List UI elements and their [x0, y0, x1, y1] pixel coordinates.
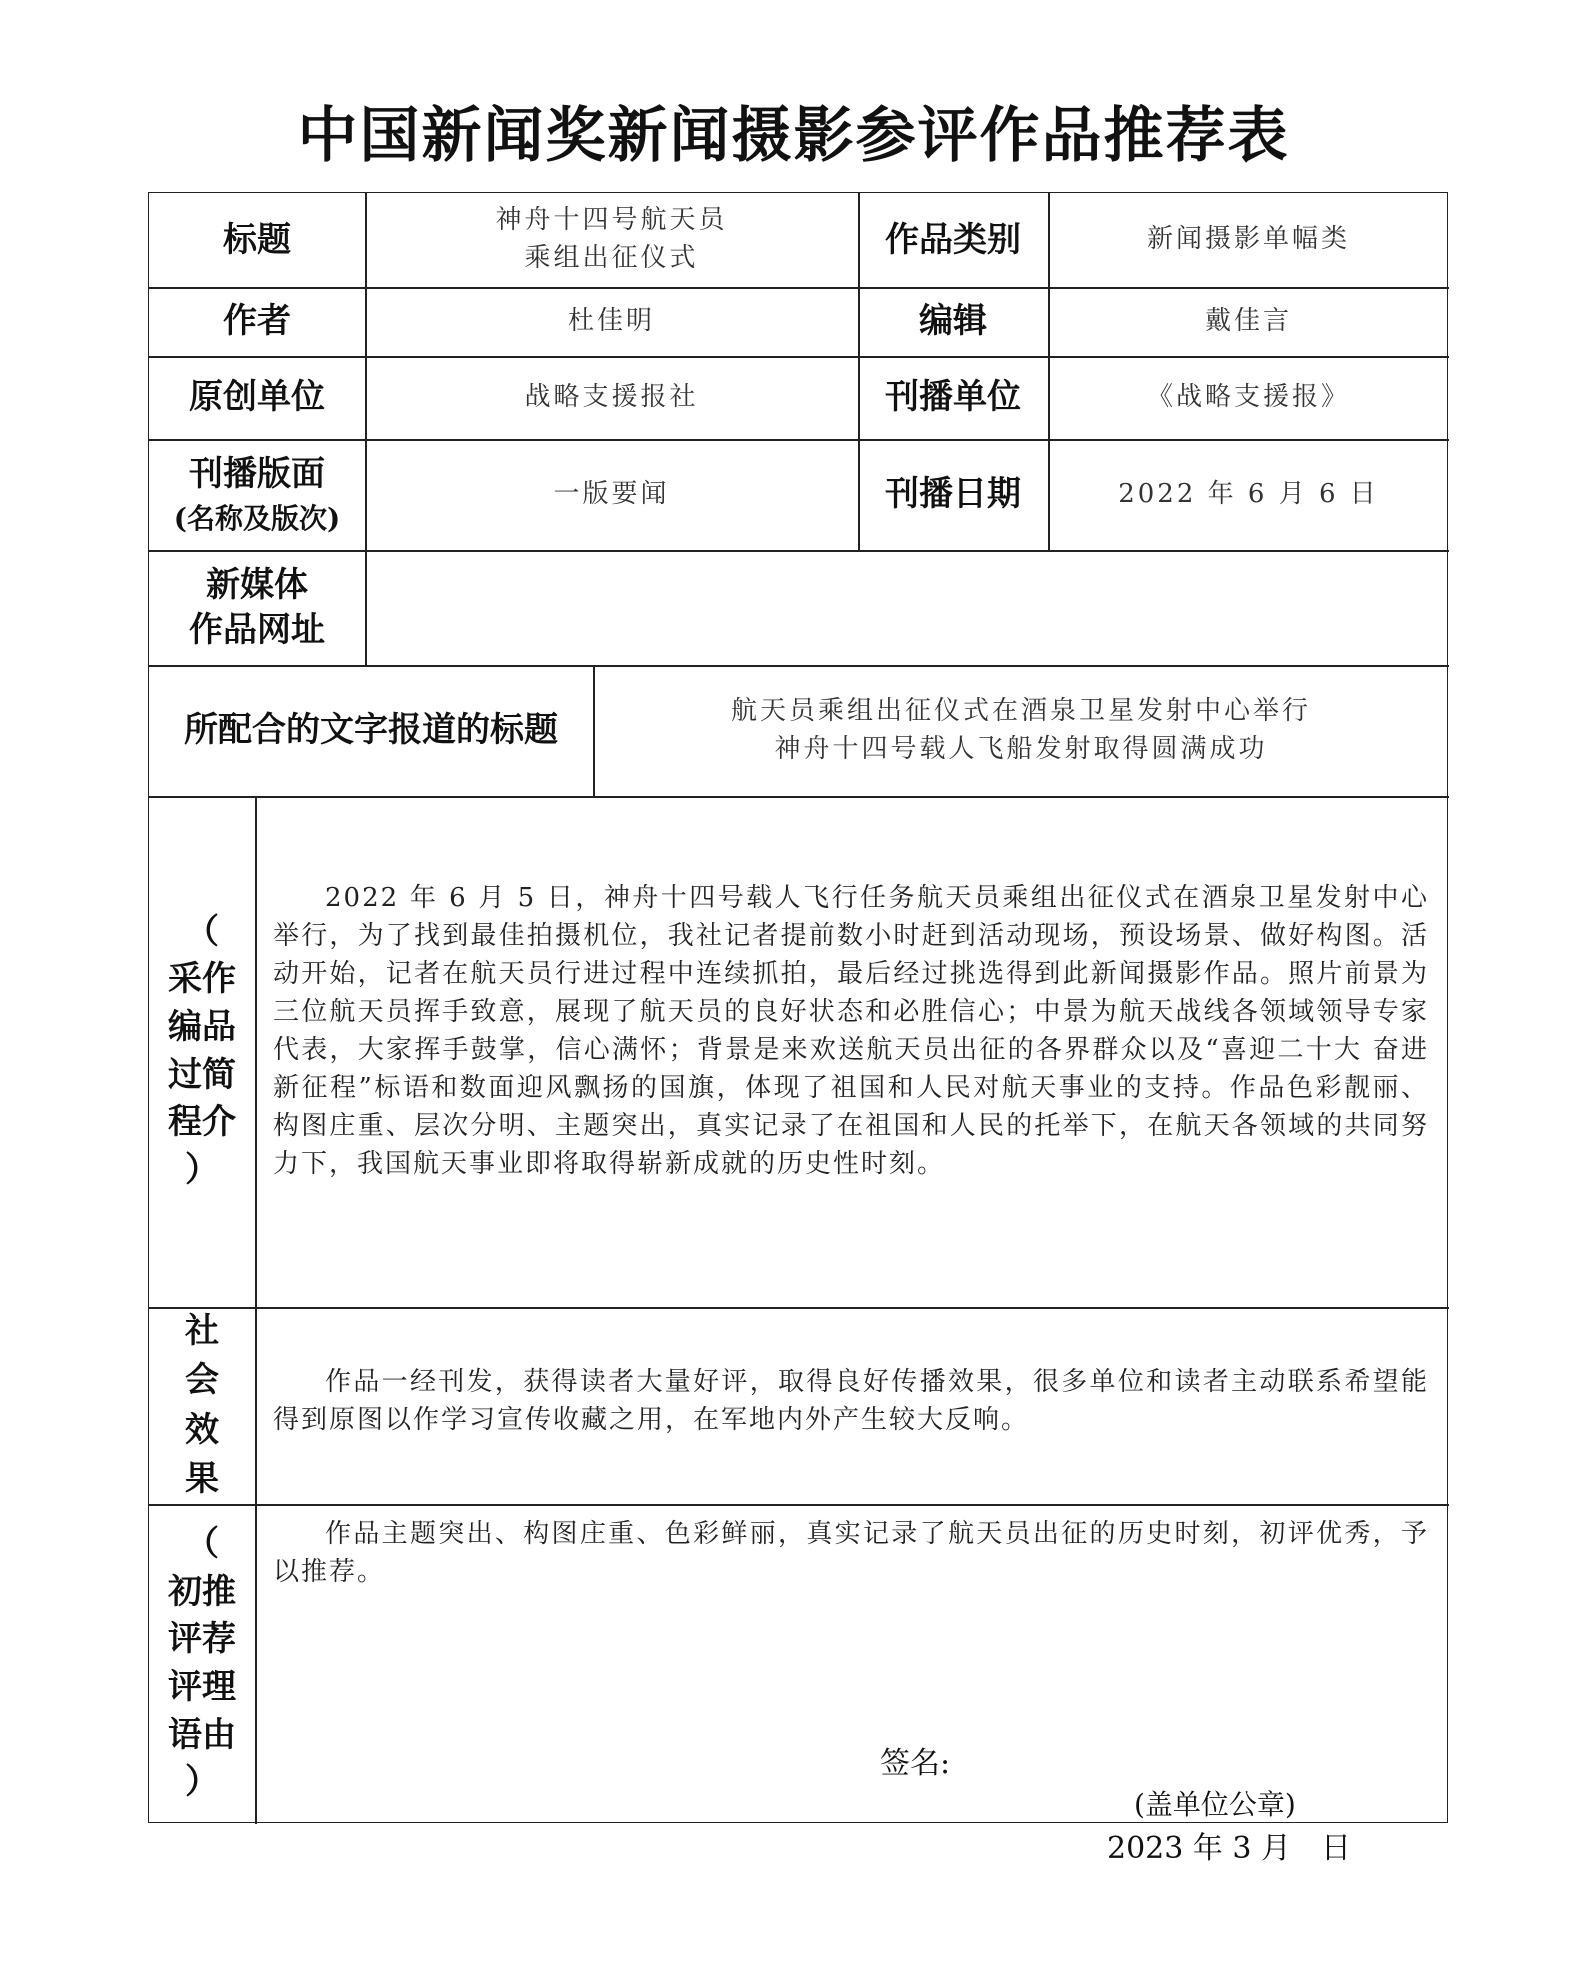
page-section-label-sub: (名称及版次) [173, 501, 341, 535]
process-label-char: 程介 [168, 1102, 236, 1143]
signature-label: 签名: [880, 1746, 951, 1781]
publish-date-value: 2022 年 6 月 6 日 [1118, 478, 1379, 509]
recommendation-form [148, 192, 1448, 1866]
editor-value: 戴佳言 [1204, 305, 1292, 336]
author-label: 作者 [223, 301, 291, 342]
page-section-label [149, 439, 365, 550]
process-text: 2022 年 6 月 5 日，神舟十四号载人飞行任务航天员乘组出征仪式在酒泉卫星发射中心举行，为了找到最佳拍摄机位，我社记者提前数小时赶到活动现场，预设场景、做好构图。活动开始，记者在航天员行进过程中连续抓拍，最后经过挑选得到此新闻摄影作品。照片前景为三位航天员挥手致意，展现了航天员的良好状态和必胜信心；中景为航天战线各领域领导专家代表，大家挥手鼓掌，信心满怀；背景是来欢送航天员出征的各界群众以及“喜迎二十大 奋进新征程”标语和数面迎风飘扬的国旗，体现了祖国和人民对航天事业的支持。作品色彩靓丽、构图庄重、层次分明、主题突出，真实记录了在祖国和人民的托举下，在航天各领域的共同努力下，我国航天事业即将取得崭新成就的历史性时刻。 [273, 883, 1429, 1179]
new-media-url-value [365, 550, 1449, 665]
new-media-url-label-line-1: 新媒体 [206, 565, 308, 606]
process-label-char: ） [185, 1149, 219, 1190]
headline-line-2: 乘组出征仪式 [524, 243, 699, 273]
social-effect-label-char: 社 [185, 1310, 219, 1351]
social-effect-label-char: 果 [185, 1458, 219, 1499]
process-label [149, 796, 255, 1307]
row-divider [149, 1307, 1449, 1309]
new-media-url-label [149, 550, 365, 665]
row-divider [149, 1504, 1449, 1506]
origin-unit-label: 原创单位 [189, 377, 325, 418]
process-label-char: 采作 [168, 959, 236, 1000]
new-media-url-label-line-2: 作品网址 [189, 609, 325, 650]
publish-date-label: 刊播日期 [885, 474, 1021, 515]
headline-label: 标题 [223, 219, 291, 260]
recommendation-date: 2023 年 3 月 日 [1107, 1831, 1352, 1866]
process-label-char: 过简 [168, 1054, 236, 1095]
headline-line-1: 神舟十四号航天员 [495, 205, 728, 236]
row-divider [149, 796, 1449, 798]
social-effect-label-char: 效 [185, 1409, 219, 1450]
author-value: 杜佳明 [567, 305, 655, 336]
category-value: 新闻摄影单幅类 [1146, 224, 1350, 255]
headline-value [365, 193, 858, 287]
recommendation-label-char: ） [185, 1762, 219, 1803]
document-title: 中国新闻奖新闻摄影参评作品推荐表 [297, 101, 1290, 171]
editor-label: 编辑 [919, 301, 987, 342]
col-divider [255, 796, 257, 1824]
origin-unit-value: 战略支援报社 [524, 381, 699, 412]
seal-note: (盖单位公章) [1134, 1788, 1296, 1821]
recommendation-label-char: 评理 [168, 1667, 236, 1707]
process-label-char: 编品 [168, 1006, 236, 1047]
recommendation-label-char: （ [185, 1524, 219, 1565]
recommendation-text: 作品主题突出、构图庄重、色彩鲜丽，真实记录了航天员出征的历史时刻，初评优秀，予以推荐。 [273, 1519, 1429, 1587]
social-effect-label [149, 1307, 255, 1504]
publish-unit-label: 刊播单位 [885, 377, 1021, 418]
matched-report-value [593, 665, 1449, 796]
matched-report-label: 所配合的文字报道的标题 [184, 710, 558, 751]
recommendation-label-char: 语由 [168, 1714, 236, 1755]
matched-report-line-1: 航天员乘组出征仪式在酒泉卫星发射中心举行 [730, 695, 1311, 726]
category-label: 作品类别 [885, 219, 1021, 260]
page-section-value: 一版要闻 [553, 478, 670, 509]
recommendation-label-char: 评荐 [168, 1619, 236, 1660]
page-section-label-main: 刊播版面 [189, 454, 325, 495]
publish-unit-value: 《战略支援报》 [1146, 381, 1350, 412]
recommendation-label-char: 初推 [168, 1571, 236, 1612]
social-effect-label-char: 会 [185, 1360, 219, 1401]
matched-report-line-2: 神舟十四号载人飞船发射取得圆满成功 [774, 733, 1268, 764]
social-effect-text: 作品一经刊发，获得读者大量好评，取得良好传播效果，很多单位和读者主动联系希望能得到原图以作学习宣传收藏之用，在军地内外产生较大反响。 [273, 1367, 1429, 1435]
recommendation-label [149, 1504, 255, 1824]
process-label-char: （ [185, 911, 219, 952]
